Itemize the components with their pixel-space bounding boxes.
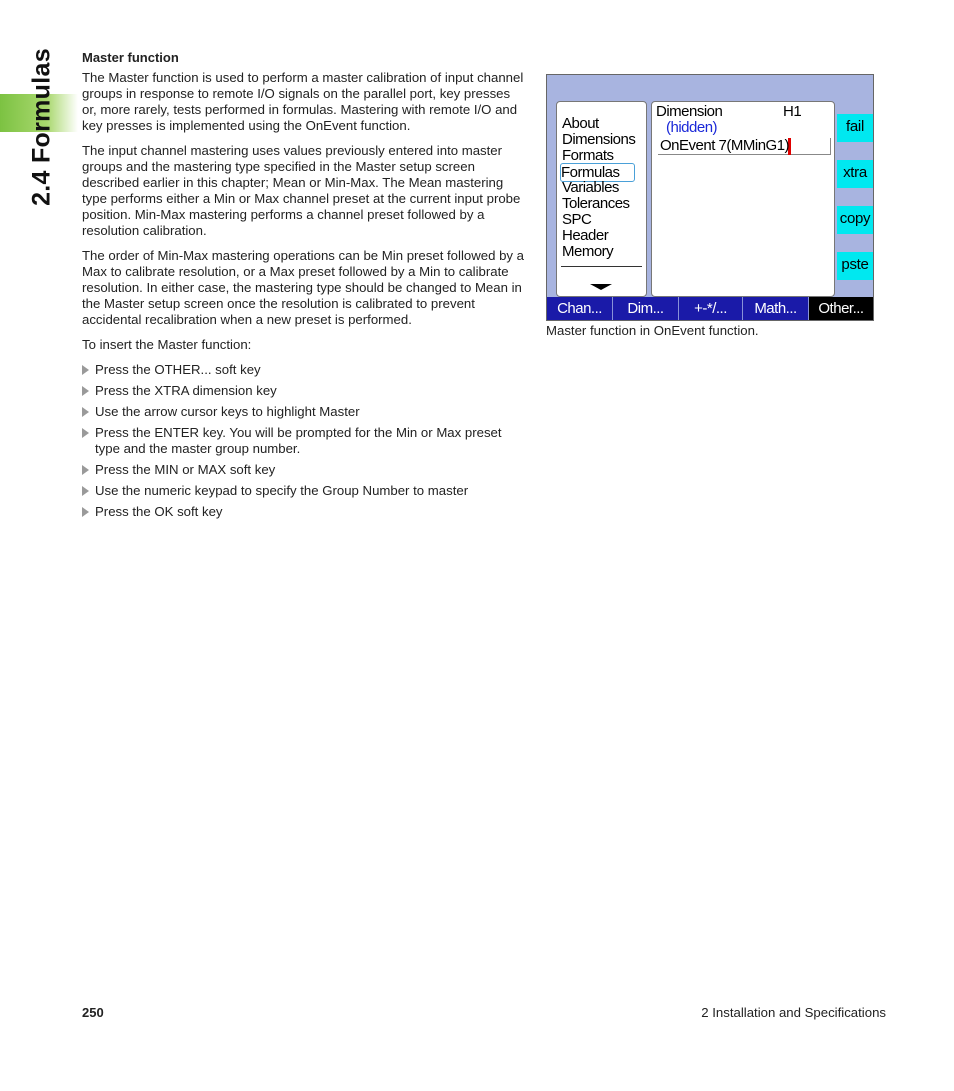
softkey-math[interactable]: Math... <box>743 297 809 320</box>
triangle-bullet-icon <box>82 407 89 417</box>
triangle-bullet-icon <box>82 386 89 396</box>
menu-item-spc[interactable]: SPC <box>562 211 592 228</box>
menu-panel <box>556 101 647 297</box>
menu-item-tolerances[interactable]: Tolerances <box>562 195 630 212</box>
step-item: Press the MIN or MAX soft key <box>82 462 524 478</box>
xtra-button[interactable]: xtra <box>837 160 873 188</box>
menu-item-header[interactable]: Header <box>562 227 609 244</box>
menu-item-formats[interactable]: Formats <box>562 147 614 164</box>
menu-divider <box>561 266 642 267</box>
page-number: 250 <box>82 1005 104 1020</box>
copy-button[interactable]: copy <box>837 206 873 234</box>
paragraph: The order of Min-Max mastering operations can be Min preset followed by a Max to calibrate resolution, or a Max preset followed by a Min to calibrate resolution. In either case, the mastering type should be changed to Mean in the Master setup screen once the resolution is calibrated to prevent accidental recalibration when a new preset is performed. <box>82 248 524 327</box>
softkey-bar <box>547 297 873 320</box>
menu-item-memory[interactable]: Memory <box>562 243 614 260</box>
device-screenshot <box>546 74 874 321</box>
chapter-side-title <box>22 42 62 212</box>
paragraph: The Master function is used to perform a master calibration of input channel groups in response to remote I/O signals on the parallel port, key presses or, more rarely, tests performed in formulas. Mastering with remote I/O and key presses is implemented using the OnEvent function. <box>82 70 524 133</box>
fail-button[interactable]: fail <box>837 114 873 142</box>
triangle-bullet-icon <box>82 428 89 438</box>
steps-list <box>82 362 524 520</box>
step-item: Press the OK soft key <box>82 504 524 520</box>
triangle-bullet-icon <box>82 365 89 375</box>
step-item: Use the arrow cursor keys to highlight Master <box>82 404 524 420</box>
paragraph: To insert the Master function: <box>82 337 252 352</box>
step-item: Use the numeric keypad to specify the Group Number to master <box>82 483 524 499</box>
triangle-bullet-icon <box>82 507 89 517</box>
dimension-label: Dimension <box>656 103 723 120</box>
paragraph: The input channel mastering uses values previously entered into master groups and the mastering type specified in the Master setup screen described earlier in this chapter; Mean or Min-Max. The Mean mastering type performs either a Min or Max channel preset at the current input probe position. Min-Max mastering performs a channel preset followed by a resolution calibration. <box>82 143 521 238</box>
triangle-bullet-icon <box>82 465 89 475</box>
step-item: Press the OTHER... soft key <box>82 362 524 378</box>
paste-button[interactable]: pste <box>837 252 873 280</box>
softkey-chan[interactable]: Chan... <box>547 297 613 320</box>
hidden-status: (hidden) <box>666 119 718 136</box>
formula-input[interactable] <box>658 138 831 155</box>
dimension-value: H1 <box>783 103 802 120</box>
step-item: Press the XTRA dimension key <box>82 383 524 399</box>
menu-item-formulas[interactable]: Formulas <box>560 163 635 182</box>
side-title-text: 2.4 Formulas <box>27 48 56 206</box>
chapter-footer: 2 Installation and Specifications <box>701 1005 886 1020</box>
menu-item-variables[interactable]: Variables <box>562 179 619 196</box>
step-item: Press the ENTER key. You will be prompted for the Min or Max preset type and the master group number. <box>82 425 524 457</box>
section-heading: Master function <box>82 50 179 65</box>
main-column <box>82 50 524 525</box>
formula-text: OnEvent 7(MMinG1) <box>660 137 790 154</box>
softkey-operators[interactable]: +-*/... <box>679 297 743 320</box>
figure-caption: Master function in OnEvent function. <box>546 323 759 338</box>
softkey-other[interactable]: Other... <box>809 297 873 320</box>
formula-edit-panel <box>651 101 835 297</box>
scroll-down-icon[interactable] <box>590 284 612 290</box>
softkey-dim[interactable]: Dim... <box>613 297 679 320</box>
menu-item-dimensions[interactable]: Dimensions <box>562 131 636 148</box>
menu-item-about[interactable]: About <box>562 115 599 132</box>
triangle-bullet-icon <box>82 486 89 496</box>
